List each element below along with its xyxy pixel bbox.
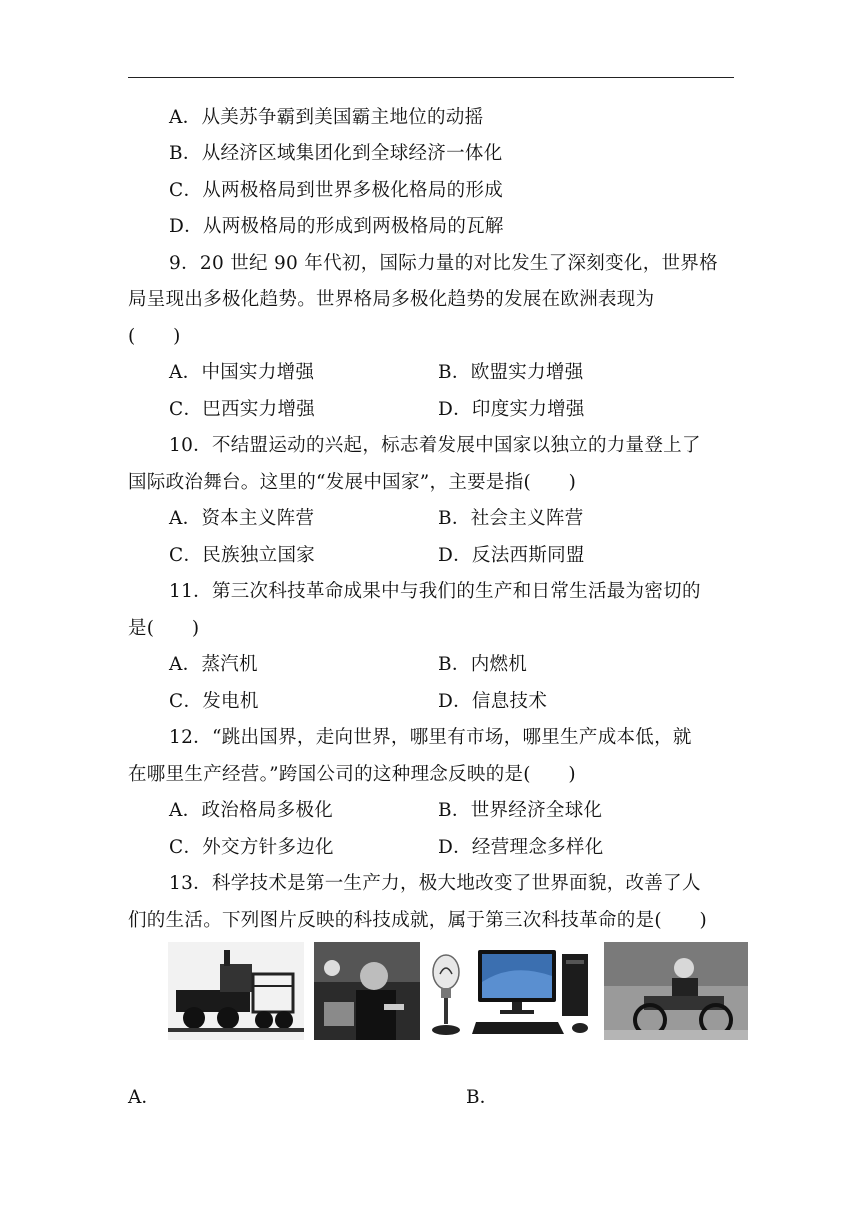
q10-option-d: D．反法西斯同盟: [438, 545, 585, 566]
q12-option-a: A．政治格局多极化: [169, 800, 334, 821]
q11-option-d: D．信息技术: [438, 691, 548, 712]
q10-stem-line1: 10．不结盟运动的兴起，标志着发展中国家以独立的力量登上了: [169, 435, 701, 456]
q11-option-c: C．发电机: [169, 691, 259, 712]
q9-option-b: B．欧盟实力增强: [438, 362, 584, 383]
q13-stem-line2: 们的生活。下列图片反映的科技成就，属于第三次科技革命的是( ): [128, 910, 708, 931]
q11-stem-line1: 11．第三次科技革命成果中与我们的生产和日常生活最为密切的: [169, 581, 701, 602]
q13-option-b-label: B．: [466, 1087, 499, 1108]
desktop-computer-photo: [472, 942, 596, 1040]
q9-option-a: A．中国实力增强: [169, 362, 315, 383]
q10-option-b: B．社会主义阵营: [438, 508, 584, 529]
q9-stem-line3: ( ): [128, 326, 181, 347]
q13-stem-line1: 13．科学技术是第一生产力，极大地改变了世界面貌，改善了人: [169, 873, 701, 894]
q12-option-d: D．经营理念多样化: [438, 837, 604, 858]
light-bulb-illustration: [426, 942, 466, 1040]
prev-option-b: B．从经济区域集团化到全球经济一体化: [169, 143, 503, 164]
q9-option-c: C．巴西实力增强: [169, 399, 316, 420]
q11-stem-line2: 是( ): [128, 618, 200, 639]
q9-stem-line1: 9．20 世纪 90 年代初，国际力量的对比发生了深刻变化，世界格: [169, 253, 718, 274]
steam-locomotive-photo: [168, 942, 304, 1040]
prev-option-c: C．从两极格局到世界多极化格局的形成: [169, 180, 504, 201]
q12-option-b: B．世界经济全球化: [438, 800, 603, 821]
q10-stem-line2: 国际政治舞台。这里的“发展中国家”，主要是指( ): [128, 472, 577, 493]
q10-option-a: A．资本主义阵营: [169, 508, 315, 529]
q10-option-c: C．民族独立国家: [169, 545, 316, 566]
prev-option-a: A．从美苏争霸到美国霸主地位的动摇: [169, 107, 484, 128]
prev-option-d: D．从两极格局的形成到两极格局的瓦解: [169, 216, 504, 237]
q12-stem-line1: 12．“跳出国界，走向世界，哪里有市场，哪里生产成本低，就: [169, 727, 692, 748]
q12-stem-line2: 在哪里生产经营。”跨国公司的这种理念反映的是( ): [128, 764, 576, 785]
q12-option-c: C．外交方针多边化: [169, 837, 334, 858]
early-automobile-photo: [604, 942, 748, 1040]
q13-image-strip: [0, 942, 860, 1042]
q11-option-b: B．内燃机: [438, 654, 528, 675]
q9-option-d: D．印度实力增强: [438, 399, 585, 420]
q13-option-a-label: A．: [128, 1087, 160, 1108]
q11-option-a: A．蒸汽机: [169, 654, 258, 675]
q9-stem-line2: 局呈现出多极化趋势。世界格局多极化趋势的发展在欧洲表现为: [128, 289, 655, 310]
inventor-with-lamp-photo: [314, 942, 420, 1040]
header-rule: [128, 77, 734, 78]
